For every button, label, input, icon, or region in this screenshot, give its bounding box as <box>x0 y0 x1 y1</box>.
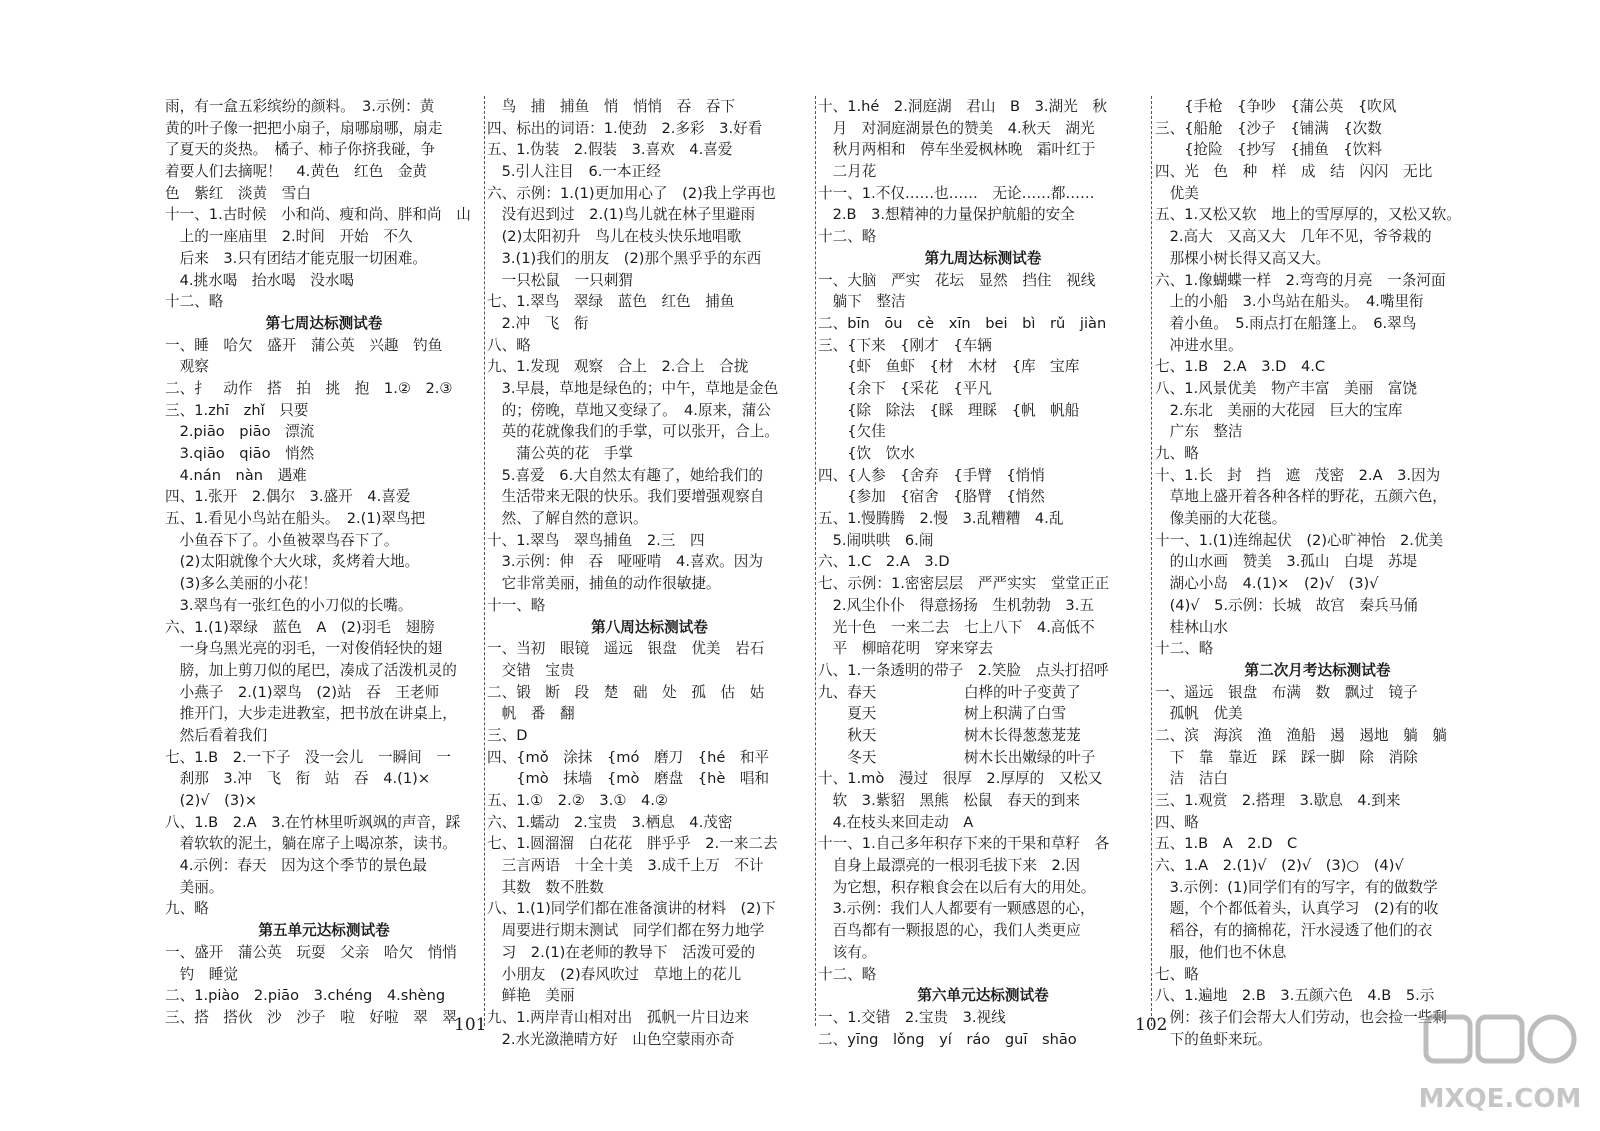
answer-line: 3.(1)我们的朋友 (2)那个黑乎乎的东西 <box>487 249 762 267</box>
answer-column-2 <box>487 96 812 1050</box>
answer-line: 小鱼吞下了。小鱼被翠鸟吞下了。 <box>165 531 399 549</box>
answer-line: 着软软的泥土，躺在席子上喝凉茶，读书。 <box>165 835 457 853</box>
answer-line: {饮 饮水 <box>818 445 915 462</box>
answer-line: 3.示例：我们人人都要有一颗感恩的心， <box>818 900 1095 918</box>
answer-line: 八、1.一条透明的带子 2.笑脸 点头打招呼 <box>818 661 1109 679</box>
answer-line: 该有。 <box>818 943 877 961</box>
answer-line: 月 对洞庭湖景色的赞美 4.秋天 湖光 <box>818 119 1095 137</box>
answer-line: 孤帆 优美 <box>1155 705 1243 723</box>
answer-line: 平 柳暗花明 穿来穿去 <box>818 640 994 658</box>
answer-line: 六、1.A 2.(1)√ (2)√ (3)○ (4)√ <box>1155 857 1404 875</box>
answer-line: 三、{船舱 {沙子 {铺满 {次数 <box>1155 119 1382 137</box>
answer-line: 四、{mǒ 涂抹 {mó 磨刀 {hé 和平 <box>487 748 770 766</box>
answer-line: 2.piāo piāo 漂流 <box>165 423 315 441</box>
answer-line: (3)多么美丽的小花！ <box>165 575 318 593</box>
answer-line: 4.在枝头来回走动 A <box>818 813 974 831</box>
answer-line: 七、1.B 2.一下子 没一会儿 一瞬间 一 <box>165 748 451 766</box>
answer-line: 三、{下来 {刚才 {车辆 <box>818 336 992 354</box>
answer-line: {虾 鱼虾 {材 木材 {库 宝库 <box>818 358 1080 376</box>
answer-line: 夏天 树上积满了白雪 <box>818 705 1067 723</box>
answer-line: 五、1.看见小鸟站在船头。 2.(1)翠鸟把 <box>165 510 426 528</box>
answer-line: 色 紫红 淡黄 雪白 <box>165 184 311 202</box>
answer-line: 钓 睡觉 <box>165 965 238 983</box>
answer-line: 例：孩子们会帮大人们劳动，也会捡一些剩 <box>1155 1008 1447 1026</box>
answer-line: 秋月两相和 停车坐爱枫林晚 霜叶红于 <box>818 141 1096 159</box>
answer-line: 十、1.hé 2.洞庭湖 君山 B 3.湖光 秋 <box>818 98 1107 115</box>
answer-line: 秋天 树木长得葱葱茏茏 <box>818 726 1081 744</box>
answer-line: 二月花 <box>818 163 877 181</box>
answer-line: 交错 宝贵 <box>487 661 575 679</box>
answer-line: 3.示例：(1)同学们有的写字，有的做数学 <box>1155 878 1438 896</box>
answer-line: 六、1.(1)翠绿 蓝色 A (2)羽毛 翅膀 <box>165 618 435 636</box>
answer-line: 六、1.C 2.A 3.D <box>818 553 950 571</box>
answer-line: 2.水光潋滟晴方好 山色空蒙雨亦奇 <box>487 1030 735 1048</box>
answer-line: 上的一座庙里 2.时间 开始 不久 <box>165 228 413 246</box>
answer-line: 十一、1.(1)连绵起伏 (2)心旷神怡 2.优美 <box>1155 531 1444 549</box>
answer-line: 十二、略 <box>818 228 877 246</box>
section-heading: 第八周达标测试卷 <box>591 618 708 636</box>
answer-line: 2.冲 飞 衔 <box>487 314 589 332</box>
answer-line: 四、1.张开 2.偶尔 3.盛开 4.喜爱 <box>165 488 411 506</box>
answer-line: 八、略 <box>487 336 531 354</box>
answer-line: 八、1.B 2.A 3.在竹林里听飒飒的声音，踩 <box>165 813 461 831</box>
answer-line: 六、1.像蝴蝶一样 2.弯弯的月亮 一条河面 <box>1155 271 1446 289</box>
answer-line: 为它想，积存粮食会在以后有大的用处。 <box>818 878 1096 896</box>
answer-line: 着要人们去摘呢！ 4.黄色 红色 金黄 <box>165 163 428 181</box>
answer-line: 服，他们也不休息 <box>1155 943 1287 961</box>
answer-line: 三、1.zhī zhǐ 只要 <box>165 401 309 419</box>
answer-line: 十二、略 <box>165 293 224 311</box>
answer-line: 它非常美丽，捕鱼的动作很敏捷。 <box>487 575 721 593</box>
answer-line: 帆 番 翻 <box>487 705 575 723</box>
answer-line: 八、1.(1)同学们都在准备演讲的材料 (2)下 <box>487 900 776 918</box>
answer-line: 3.早晨，草地是绿色的；中午，草地是金色 <box>487 379 779 397</box>
answer-line: 十一、1.不仅……也…… 无论……都…… <box>818 184 1095 202</box>
answer-line: 自身上最漂亮的一根羽毛拔下来 2.因 <box>818 857 1081 875</box>
answer-line: 十二、略 <box>1155 640 1214 658</box>
answer-line: 三、搭 搭伙 沙 沙子 啦 好啦 翠 翠 <box>165 1008 457 1026</box>
column-divider <box>815 96 816 1026</box>
answer-line: {参加 {宿舍 {胳臂 {悄然 <box>818 488 1045 506</box>
answer-line: 九、1.发现 观察 合上 2.合上 合拢 <box>487 358 749 376</box>
answer-line: 四、略 <box>1155 813 1199 831</box>
answer-line: 然后看着我们 <box>165 726 268 744</box>
answer-line: 九、1.两岸青山相对出 孤帆一片日边来 <box>487 1008 750 1026</box>
answer-line: 后来 3.只有团结才能克服一切困难。 <box>165 249 428 267</box>
answer-line: (2)太阳就像个大火球，炙烤着大地。 <box>165 553 420 571</box>
answer-line: 五、1.慢腾腾 2.慢 3.乱糟糟 4.乱 <box>818 510 1064 528</box>
answer-line: 五、1.B A 2.D C <box>1155 835 1298 853</box>
answer-line: (2)√ (3)× <box>165 792 258 809</box>
answer-line: 五、1.伪装 2.假装 3.喜欢 4.喜爱 <box>487 141 733 159</box>
answer-line: 一、盛开 蒲公英 玩耍 父亲 哈欠 悄悄 <box>165 943 457 961</box>
answer-line: 一、大脑 严实 花坛 显然 挡住 视线 <box>818 271 1096 289</box>
answer-line: 二、bīn ōu cè xīn bei bì rǔ jiàn <box>818 314 1107 332</box>
answer-line: 黄的叶子像一把把小扇子，扇哪扇哪，扇走 <box>165 119 443 137</box>
answer-line: 四、标出的词语：1.使劲 2.多彩 3.好看 <box>487 119 763 137</box>
answer-line: 九、春天 白桦的叶子变黄了 <box>818 683 1081 701</box>
answer-line: 生活带来无限的快乐。我们要增强观察自 <box>487 488 765 506</box>
answer-line: 湖心小岛 4.(1)× (2)√ (3)√ <box>1155 575 1379 593</box>
answer-line: 像美丽的大花毯。 <box>1155 510 1287 528</box>
answer-line: 2.风尘仆仆 得意扬扬 生机勃勃 3.五 <box>818 596 1094 614</box>
answer-line: 那棵小树长得又高又大。 <box>1155 249 1331 267</box>
answer-line: 蒲公英的花 手掌 <box>487 445 633 462</box>
watermark-site: MXQE.COM <box>1420 1084 1580 1114</box>
answer-line: 百鸟都有一颗报恩的心，我们人类更应 <box>818 922 1081 940</box>
answer-line: 其数 数不胜数 <box>487 878 604 896</box>
answer-line: 十一、1.自己多年积存下来的干果和草籽 各 <box>818 835 1110 853</box>
answer-line: {mò 抹墙 {mò 磨盘 {hè 唱和 <box>487 770 770 788</box>
column-divider <box>1151 96 1152 1026</box>
page-number-left: 101 <box>454 1015 487 1035</box>
answer-line: 十、1.长 封 挡 遮 茂密 2.A 3.因为 <box>1155 466 1441 484</box>
answer-line: 五、1.又松又软 地上的雪厚厚的，又松又软。 <box>1155 206 1461 224</box>
answer-line: 二、yīng lǒng yí ráo guī shāo <box>818 1030 1077 1048</box>
answer-line: 2.B 3.想精神的力量保护航船的安全 <box>818 206 1075 224</box>
answer-column-1 <box>165 96 483 1029</box>
answer-line: 四、{人参 {舍弃 {手臂 {悄悄 <box>818 466 1045 484</box>
answer-seal-logo-icon <box>1420 1009 1580 1119</box>
answer-line: 3.翠鸟有一张红色的小刀似的长嘴。 <box>165 596 413 614</box>
answer-line: 4.示例：春天 因为这个季节的景色最 <box>165 857 428 875</box>
section-heading: 第六单元达标测试卷 <box>917 987 1049 1005</box>
answer-line: 4.nán nàn 遇难 <box>165 466 307 484</box>
answer-line: 周要进行期末测试 同学们都在努力地学 <box>487 922 765 940</box>
answer-line: 五、1.① 2.② 3.① 4.② <box>487 792 668 809</box>
answer-line: 3.示例：伸 吞 哑哑啃 4.喜欢。因为 <box>487 553 763 571</box>
answer-line: 十二、略 <box>818 965 877 983</box>
answer-line: 5.闹哄哄 6.闹 <box>818 531 934 549</box>
answer-line: {余下 {采花 {平凡 <box>818 379 992 397</box>
answer-line: 优美 <box>1155 184 1199 202</box>
answer-line: 小朋友 (2)春风吹过 草地上的花儿 <box>487 965 742 983</box>
answer-line: 一身乌黑光亮的羽毛，一对俊俏轻快的翅 <box>165 640 443 658</box>
answer-line: 题，个个都低着头，认真学习 (2)有的收 <box>1155 900 1439 918</box>
answer-line: 4.挑水喝 抬水喝 没水喝 <box>165 271 355 289</box>
answer-line: 八、1.遍地 2.B 3.五颜六色 4.B 5.示 <box>1155 987 1435 1005</box>
answer-line: 七、1.圆溜溜 白花花 胖乎乎 2.一来二去 <box>487 835 778 853</box>
answer-line: 没有迟到过 2.(1)鸟儿就在林子里避雨 <box>487 206 756 224</box>
answer-line: 冲进水里。 <box>1155 336 1243 354</box>
answer-line: 的；傍晚，草地又变绿了。 4.原来，蒲公 <box>487 401 771 419</box>
answer-line: 三言两语 十全十美 3.成千上万 不计 <box>487 857 764 875</box>
answer-line: (4)√ 5.示例：长城 故宫 秦兵马俑 <box>1155 596 1418 614</box>
answer-line: 然、了解自然的意识。 <box>487 510 648 528</box>
answer-line: 七、1.B 2.A 3.D 4.C <box>1155 358 1326 376</box>
answer-line: (2)太阳初升 鸟儿在枝头快乐地唱歌 <box>487 228 742 246</box>
answer-line: 四、光 色 种 样 成 结 闪闪 无比 <box>1155 163 1433 181</box>
answer-line: 三、D <box>487 726 528 744</box>
answer-line: {欠佳 <box>818 423 886 441</box>
answer-line: 5.引人注目 6.一本正经 <box>487 163 661 181</box>
answer-line: 二、锻 断 段 楚 础 处 孤 估 姑 <box>487 683 765 701</box>
answer-line: 2.高大 又高又大 几年不见，爷爷栽的 <box>1155 228 1432 246</box>
answer-line: 洁 洁白 <box>1155 770 1228 788</box>
answer-line: 九、略 <box>165 900 209 918</box>
answer-line: 二、滨 海滨 渔 渔船 遏 遏地 躺 躺 <box>1155 726 1447 744</box>
answer-line: 2.东北 美丽的大花园 巨大的宝库 <box>1155 401 1403 419</box>
answer-line: 二、扌 动作 搭 拍 挑 抱 1.② 2.③ <box>165 379 453 397</box>
answer-column-4 <box>1155 96 1480 1050</box>
answer-line: 小燕子 2.(1)翠鸟 (2)站 吞 王老师 <box>165 683 440 701</box>
answer-line: 八、1.风景优美 物产丰富 美丽 富饶 <box>1155 379 1418 397</box>
answer-line: 下的鱼虾来玩。 <box>1155 1030 1272 1048</box>
answer-line: 七、略 <box>1155 965 1199 983</box>
answer-line: 了夏天的炎热。 橘子、柿子你挤我碰，争 <box>165 141 435 159</box>
section-heading: 第二次月考达标测试卷 <box>1244 661 1391 679</box>
answer-line: 5.喜爱 6.大自然太有趣了，她给我们的 <box>487 466 763 484</box>
answer-line: 观察 <box>165 358 209 376</box>
answer-line: 3.qiāo qiāo 悄然 <box>165 445 315 462</box>
answer-line: 十一、1.古时候 小和尚、瘦和尚、胖和尚 山 <box>165 206 471 224</box>
answer-line: 刹那 3.冲 飞 衔 站 吞 4.(1)× <box>165 770 431 788</box>
answer-line: 英的花就像我们的手掌，可以张开，合上。 <box>487 423 779 441</box>
answer-line: {手枪 {争吵 {蒲公英 {吹风 <box>1155 98 1397 115</box>
answer-line: 二、1.piào 2.piāo 3.chéng 4.shèng <box>165 987 446 1005</box>
answer-line: 软 3.紫貂 黑熊 松鼠 春天的到来 <box>818 792 1081 809</box>
page-number-right: 102 <box>1135 1015 1168 1035</box>
answer-line: 鸟 捕 捕鱼 悄 悄悄 吞 吞下 <box>487 98 736 115</box>
answer-line: 一、睡 哈欠 盛开 蒲公英 兴趣 钓鱼 <box>165 336 443 354</box>
answer-line: 十、1.mò 漫过 很厚 2.厚厚的 又松又 <box>818 770 1103 788</box>
answer-line: 美丽。 <box>165 878 224 896</box>
answer-line: 三、1.观赏 2.搭理 3.歇息 4.到来 <box>1155 792 1401 809</box>
watermark-logo <box>1420 1009 1580 1119</box>
answer-line: 六、1.蠕动 2.宝贵 3.栖息 4.茂密 <box>487 813 733 831</box>
answer-line: 一只松鼠 一只刺猬 <box>487 271 633 289</box>
answer-line: {除 除法 {睬 理睬 {帆 帆船 <box>818 401 1080 419</box>
answer-line: 习 2.(1)在老师的教导下 活泼可爱的 <box>487 943 756 961</box>
answer-line: 九、略 <box>1155 445 1199 462</box>
answer-line: 雨，有一盒五彩缤纷的颜料。 3.示例：黄 <box>165 98 435 115</box>
answer-line: 七、1.翠鸟 翠绿 蓝色 红色 捕鱼 <box>487 293 735 311</box>
answer-line: 推开门，大步走进教室，把书放在讲桌上， <box>165 705 457 723</box>
answer-line: 七、示例：1.密密层层 严严实实 堂堂正正 <box>818 575 1110 593</box>
answer-column-3 <box>818 96 1148 1050</box>
answer-line: 鲜艳 美丽 <box>487 987 575 1005</box>
answer-line: 冬天 树木长出嫩绿的叶子 <box>818 748 1096 766</box>
column-divider <box>484 96 485 1026</box>
answer-line: 上的小船 3.小鸟站在船头。 4.嘴里衔 <box>1155 293 1424 311</box>
answer-line: 下 靠 靠近 踩 踩一脚 除 消除 <box>1155 748 1418 766</box>
answer-line: 六、示例：1.(1)更加用心了 (2)我上学再也 <box>487 184 776 202</box>
answer-line: 草地上盛开着各种各样的野花，五颜六色， <box>1155 488 1447 506</box>
answer-line: 广东 整洁 <box>1155 423 1243 441</box>
answer-line: 光十色 一来二去 七上八下 4.高低不 <box>818 618 1095 636</box>
section-heading: 第七周达标测试卷 <box>265 314 383 332</box>
section-heading: 第九周达标测试卷 <box>924 249 1042 267</box>
answer-line: 膀，加上剪刀似的尾巴，凑成了活泼机灵的 <box>165 661 457 679</box>
answer-line: 稻谷，有的摘棉花，汗水浸透了他们的衣 <box>1155 922 1433 940</box>
answer-line: 十、1.翠鸟 翠鸟捕鱼 2.三 四 <box>487 531 705 549</box>
answer-line: 一、当初 眼镜 遥远 银盘 优美 岩石 <box>487 640 765 658</box>
answer-line: 一、1.交错 2.宝贵 3.视线 <box>818 1008 1006 1026</box>
answer-line: 着小鱼。 5.雨点打在船篷上。 6.翠鸟 <box>1155 314 1417 332</box>
answer-line: 桂林山水 <box>1155 618 1228 636</box>
answer-line: 一、遥远 银盘 布满 数 飘过 镜子 <box>1155 683 1418 701</box>
answer-line: 躺下 整洁 <box>818 293 906 311</box>
answer-line: 的山水画 赞美 3.孤山 白堤 苏堤 <box>1155 553 1418 571</box>
section-heading: 第五单元达标测试卷 <box>258 922 390 940</box>
answer-line: 十一、略 <box>487 596 546 614</box>
answer-line: {抢险 {抄写 {捕鱼 {饮料 <box>1155 141 1382 159</box>
